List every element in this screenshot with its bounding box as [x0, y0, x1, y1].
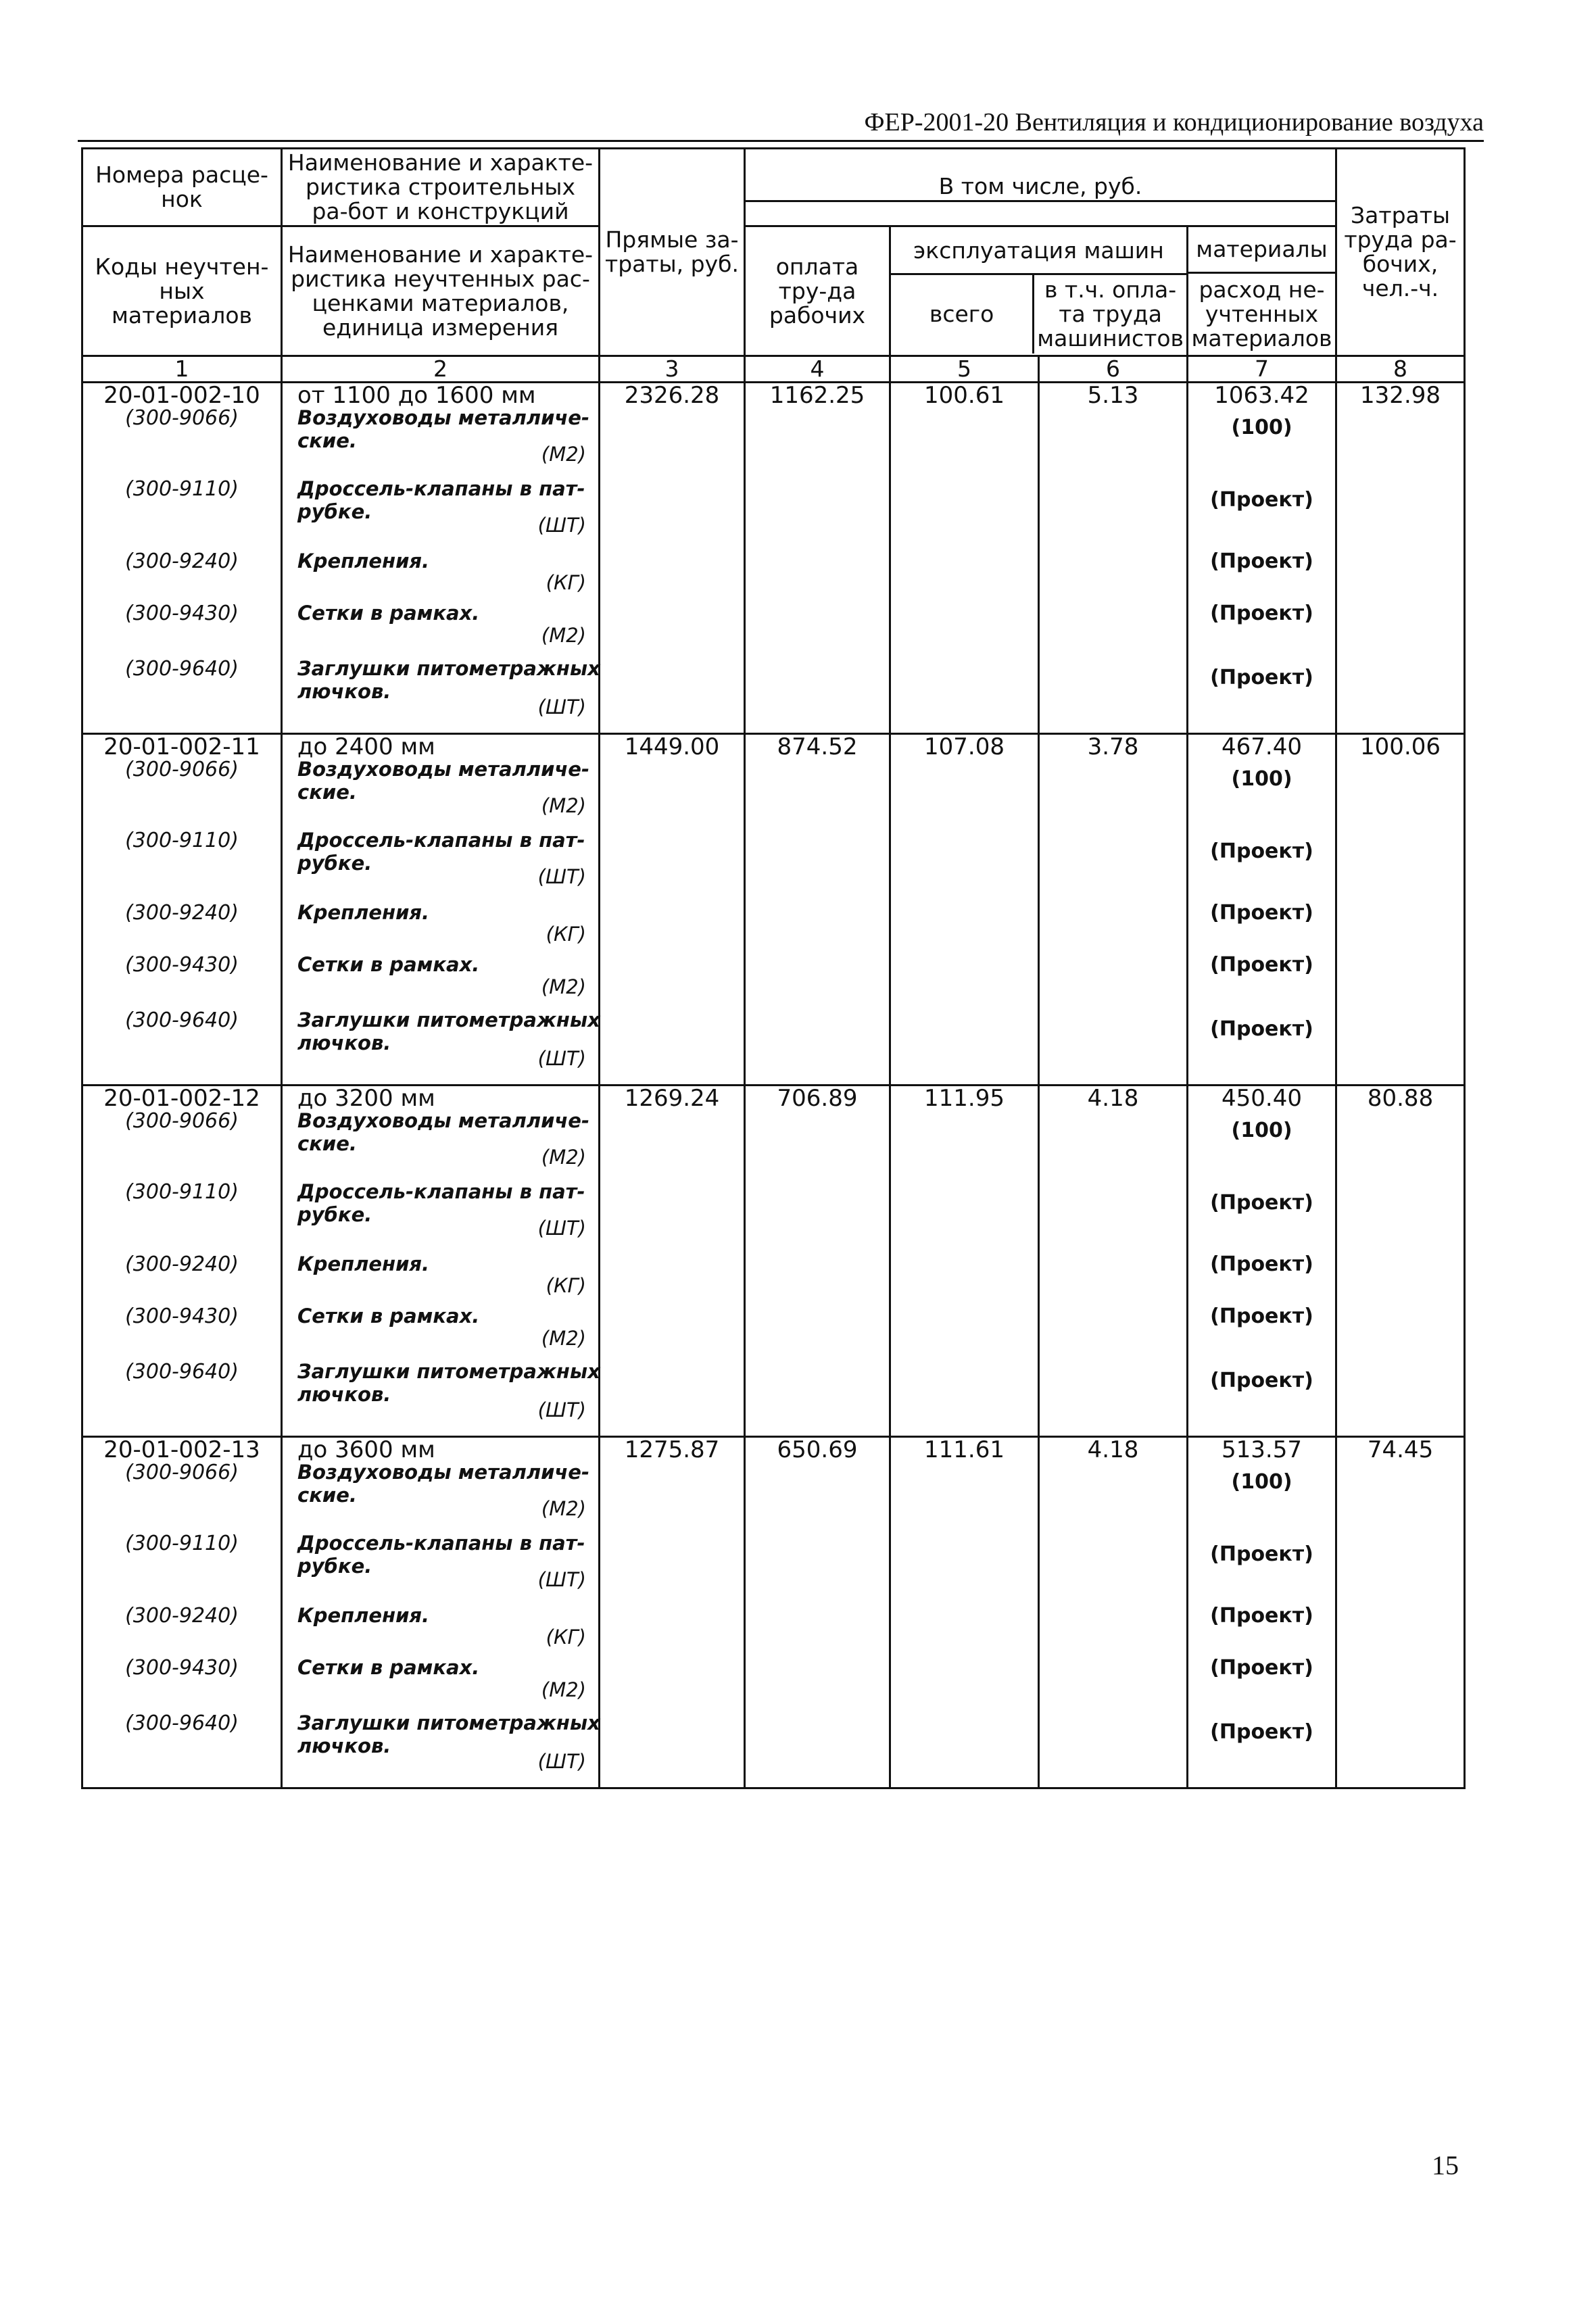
- codes-cell: [82, 1437, 282, 1788]
- material-quantity: (Проект): [1210, 953, 1313, 977]
- value-machines-total: 107.08: [924, 733, 1005, 760]
- header-machines-total: всего: [891, 275, 1034, 354]
- header-material-names: Наименование и характе-ристика неучтенных рас-ценками материалов, единица измерения: [282, 226, 600, 356]
- value-labor-hours: 132.98: [1360, 382, 1441, 409]
- material-quantity: (Проект): [1210, 1369, 1313, 1392]
- value-cell: [890, 383, 1039, 734]
- value-machines-total: 111.95: [924, 1085, 1005, 1112]
- value-cell: [745, 734, 890, 1086]
- column-number: 2: [282, 356, 600, 383]
- value-materials: 1063.42: [1214, 382, 1309, 409]
- value-materials: 450.40: [1222, 1085, 1302, 1112]
- materials-cell: [1188, 1086, 1336, 1437]
- column-number: 7: [1188, 356, 1336, 383]
- value-direct: 2326.28: [624, 382, 720, 409]
- value-materials: 467.40: [1222, 733, 1302, 760]
- header-materials: материалы: [1188, 227, 1335, 274]
- header-labor-pay: оплата тру-да рабочих: [745, 226, 890, 356]
- material-unit: (ШТ): [537, 865, 586, 888]
- material-unit: (КГ): [546, 1626, 586, 1649]
- material-name: Дроссель-клапаны в пат-: [297, 1532, 585, 1555]
- material-quantity: (100): [1231, 416, 1292, 439]
- column-number: 4: [745, 356, 890, 383]
- rate-code: 20-01-002-11: [103, 733, 260, 760]
- material-name: Крепления.: [297, 550, 430, 572]
- rates-table: [81, 147, 1466, 1789]
- material-unit: (ШТ): [537, 1750, 586, 1773]
- header-machines: эксплуатация машин: [891, 228, 1186, 275]
- value-cell: [1336, 734, 1465, 1086]
- work-name: до 3600 мм: [297, 1436, 435, 1463]
- material-unit: (М2): [541, 624, 586, 647]
- codes-cell: [82, 734, 282, 1086]
- work-name: до 2400 мм: [297, 733, 435, 760]
- value-machines-total: 111.61: [924, 1436, 1005, 1463]
- material-quantity: (Проект): [1210, 901, 1313, 925]
- material-name: Сетки в рамках.: [297, 602, 480, 625]
- header-materials-group: [1188, 226, 1336, 356]
- material-name: Дроссель-клапаны в пат-: [297, 829, 585, 852]
- material-name: Сетки в рамках.: [297, 1305, 480, 1327]
- value-machinists-pay: 5.13: [1087, 382, 1139, 409]
- rate-block: [82, 734, 1465, 1086]
- material-quantity: (Проект): [1210, 1604, 1313, 1628]
- header-unaccounted-materials: расход не-учтенных материалов: [1191, 276, 1332, 351]
- header-work-name: Наименование и характе-ристика строительных ра-бот и конструкций: [282, 149, 600, 226]
- value-cell: [1336, 383, 1465, 734]
- material-code: (300-9066): [125, 1461, 239, 1484]
- rate-block: [82, 1437, 1465, 1788]
- material-code: (300-9110): [125, 477, 239, 501]
- material-name: Крепления.: [297, 901, 430, 924]
- material-quantity: (Проект): [1210, 666, 1313, 689]
- rate-code: 20-01-002-12: [103, 1085, 260, 1112]
- value-cell: [1039, 1086, 1188, 1437]
- material-code: (300-9110): [125, 829, 239, 852]
- column-number: 8: [1336, 356, 1465, 383]
- rate-block: [82, 383, 1465, 734]
- page-header: [78, 105, 1484, 142]
- material-name-cont: ские.: [297, 429, 357, 452]
- header-material-codes: Коды неучтен-ных материалов: [82, 226, 282, 356]
- material-code: (300-9430): [125, 953, 239, 977]
- value-cell: [890, 734, 1039, 1086]
- material-code: (300-9240): [125, 901, 239, 925]
- material-name-cont: ские.: [297, 1132, 357, 1155]
- material-unit: (М2): [541, 1146, 586, 1169]
- page-title: ФЕР-2001-20 Вентиляция и кондиционирование воздуха: [864, 108, 1484, 137]
- material-code: (300-9430): [125, 1656, 239, 1680]
- material-name: Заглушки питометражных: [297, 657, 600, 680]
- material-code: (300-9640): [125, 1360, 239, 1384]
- material-name: Заглушки питометражных: [297, 1008, 600, 1031]
- material-name: Воздуховоды металличе-: [297, 758, 590, 781]
- codes-cell: [82, 1086, 282, 1437]
- material-code: (300-9110): [125, 1180, 239, 1204]
- material-code: (300-9640): [125, 1711, 239, 1735]
- value-labor-pay: 650.69: [777, 1436, 858, 1463]
- header-machines-group: [890, 226, 1188, 356]
- names-cell: [282, 383, 600, 734]
- value-labor-hours: 80.88: [1367, 1085, 1434, 1112]
- material-name: Заглушки питометражных: [297, 1360, 600, 1383]
- material-name-cont: рубке.: [297, 500, 372, 523]
- material-name-cont: ские.: [297, 781, 357, 804]
- value-cell: [890, 1086, 1039, 1437]
- value-labor-pay: 874.52: [777, 733, 858, 760]
- value-materials: 513.57: [1222, 1436, 1302, 1463]
- column-number: 6: [1039, 356, 1188, 383]
- value-cell: [600, 1086, 745, 1437]
- material-name-cont: лючков.: [297, 1031, 391, 1054]
- material-unit: (М2): [541, 1327, 586, 1350]
- material-unit: (КГ): [546, 923, 586, 946]
- material-unit: (М2): [541, 443, 586, 466]
- material-name-cont: ские.: [297, 1484, 357, 1507]
- materials-cell: [1188, 383, 1336, 734]
- value-direct: 1269.24: [624, 1085, 720, 1112]
- material-unit: (М2): [541, 1497, 586, 1520]
- materials-cell: [1188, 1437, 1336, 1788]
- material-quantity: (Проект): [1210, 602, 1313, 625]
- material-code: (300-9640): [125, 1008, 239, 1032]
- material-unit: (М2): [541, 794, 586, 817]
- work-name: от 1100 до 1600 мм: [297, 382, 536, 409]
- rate-block: [82, 1086, 1465, 1437]
- material-unit: (ШТ): [537, 1217, 586, 1240]
- material-unit: (ШТ): [537, 1398, 586, 1421]
- material-quantity: (Проект): [1210, 1305, 1313, 1328]
- value-cell: [600, 734, 745, 1086]
- value-cell: [1039, 383, 1188, 734]
- material-unit: (КГ): [546, 1274, 586, 1297]
- material-quantity: (Проект): [1210, 1720, 1313, 1744]
- value-machinists-pay: 4.18: [1087, 1085, 1139, 1112]
- material-code: (300-9240): [125, 1252, 239, 1276]
- material-code: (300-9640): [125, 657, 239, 681]
- material-name: Заглушки питометражных: [297, 1711, 600, 1734]
- material-code: (300-9430): [125, 1305, 239, 1328]
- column-number: 5: [890, 356, 1039, 383]
- column-number: 1: [82, 356, 282, 383]
- header-direct-costs: Прямые за-траты, руб.: [600, 149, 745, 356]
- material-unit: (ШТ): [537, 1568, 586, 1591]
- material-name-cont: лючков.: [297, 1734, 391, 1757]
- value-cell: [600, 1437, 745, 1788]
- value-cell: [1039, 1437, 1188, 1788]
- material-name-cont: рубке.: [297, 852, 372, 875]
- value-cell: [745, 1437, 890, 1788]
- material-name-cont: рубке.: [297, 1555, 372, 1578]
- header-including: В том числе, руб.: [746, 173, 1335, 202]
- value-cell: [1336, 1086, 1465, 1437]
- header-machinists-pay: в т.ч. опла-та труда машинистов: [1037, 276, 1184, 351]
- materials-cell: [1188, 734, 1336, 1086]
- value-labor-hours: 100.06: [1360, 733, 1441, 760]
- value-labor-pay: 706.89: [777, 1085, 858, 1112]
- value-labor-hours: 74.45: [1367, 1436, 1434, 1463]
- codes-cell: [82, 383, 282, 734]
- rate-code: 20-01-002-13: [103, 1436, 260, 1463]
- material-name: Сетки в рамках.: [297, 1656, 480, 1679]
- material-name-cont: рубке.: [297, 1203, 372, 1226]
- value-direct: 1449.00: [624, 733, 720, 760]
- value-cell: [600, 383, 745, 734]
- names-cell: [282, 1086, 600, 1437]
- material-code: (300-9110): [125, 1532, 239, 1555]
- names-cell: [282, 1437, 600, 1788]
- material-quantity: (Проект): [1210, 1191, 1313, 1215]
- value-cell: [745, 1086, 890, 1437]
- material-name: Воздуховоды металличе-: [297, 1109, 590, 1132]
- material-name: Дроссель-клапаны в пат-: [297, 477, 585, 500]
- value-machines-total: 100.61: [924, 382, 1005, 409]
- rate-code: 20-01-002-10: [103, 382, 260, 409]
- material-code: (300-9066): [125, 406, 239, 430]
- material-name: Дроссель-клапаны в пат-: [297, 1180, 585, 1203]
- material-name: Воздуховоды металличе-: [297, 406, 590, 429]
- material-quantity: (100): [1231, 767, 1292, 791]
- material-quantity: (100): [1231, 1119, 1292, 1142]
- header-labor-hours: Затраты труда ра-бочих, чел.-ч.: [1336, 149, 1465, 356]
- material-unit: (ШТ): [537, 696, 586, 718]
- material-name: Воздуховоды металличе-: [297, 1461, 590, 1484]
- material-quantity: (Проект): [1210, 488, 1313, 512]
- material-unit: (ШТ): [537, 514, 586, 537]
- value-cell: [745, 383, 890, 734]
- material-quantity: (Проект): [1210, 1252, 1313, 1276]
- work-name: до 3200 мм: [297, 1085, 435, 1112]
- value-machinists-pay: 4.18: [1087, 1436, 1139, 1463]
- material-unit: (М2): [541, 975, 586, 998]
- names-cell: [282, 734, 600, 1086]
- material-name: Сетки в рамках.: [297, 953, 480, 976]
- header-group-cell: [745, 149, 1336, 226]
- material-code: (300-9066): [125, 1109, 239, 1133]
- value-direct: 1275.87: [624, 1436, 720, 1463]
- material-name: Крепления.: [297, 1604, 430, 1627]
- material-code: (300-9430): [125, 602, 239, 625]
- material-unit: (КГ): [546, 571, 586, 594]
- material-quantity: (Проект): [1210, 1656, 1313, 1680]
- header-rate-numbers: Номера расце-нок: [82, 149, 282, 226]
- material-name-cont: лючков.: [297, 1383, 391, 1406]
- material-quantity: (Проект): [1210, 1017, 1313, 1041]
- material-unit: (М2): [541, 1678, 586, 1701]
- value-cell: [1336, 1437, 1465, 1788]
- material-quantity: (Проект): [1210, 839, 1313, 863]
- material-quantity: (100): [1231, 1470, 1292, 1494]
- material-name: Крепления.: [297, 1252, 430, 1275]
- value-machinists-pay: 3.78: [1087, 733, 1139, 760]
- material-code: (300-9240): [125, 550, 239, 573]
- material-quantity: (Проект): [1210, 1542, 1313, 1566]
- value-cell: [890, 1437, 1039, 1788]
- material-code: (300-9240): [125, 1604, 239, 1628]
- page-number: 15: [1432, 2150, 1459, 2180]
- material-name-cont: лючков.: [297, 680, 391, 703]
- material-code: (300-9066): [125, 758, 239, 781]
- column-number: 3: [600, 356, 745, 383]
- value-cell: [1039, 734, 1188, 1086]
- material-unit: (ШТ): [537, 1047, 586, 1070]
- material-quantity: (Проект): [1210, 550, 1313, 573]
- value-labor-pay: 1162.25: [769, 382, 865, 409]
